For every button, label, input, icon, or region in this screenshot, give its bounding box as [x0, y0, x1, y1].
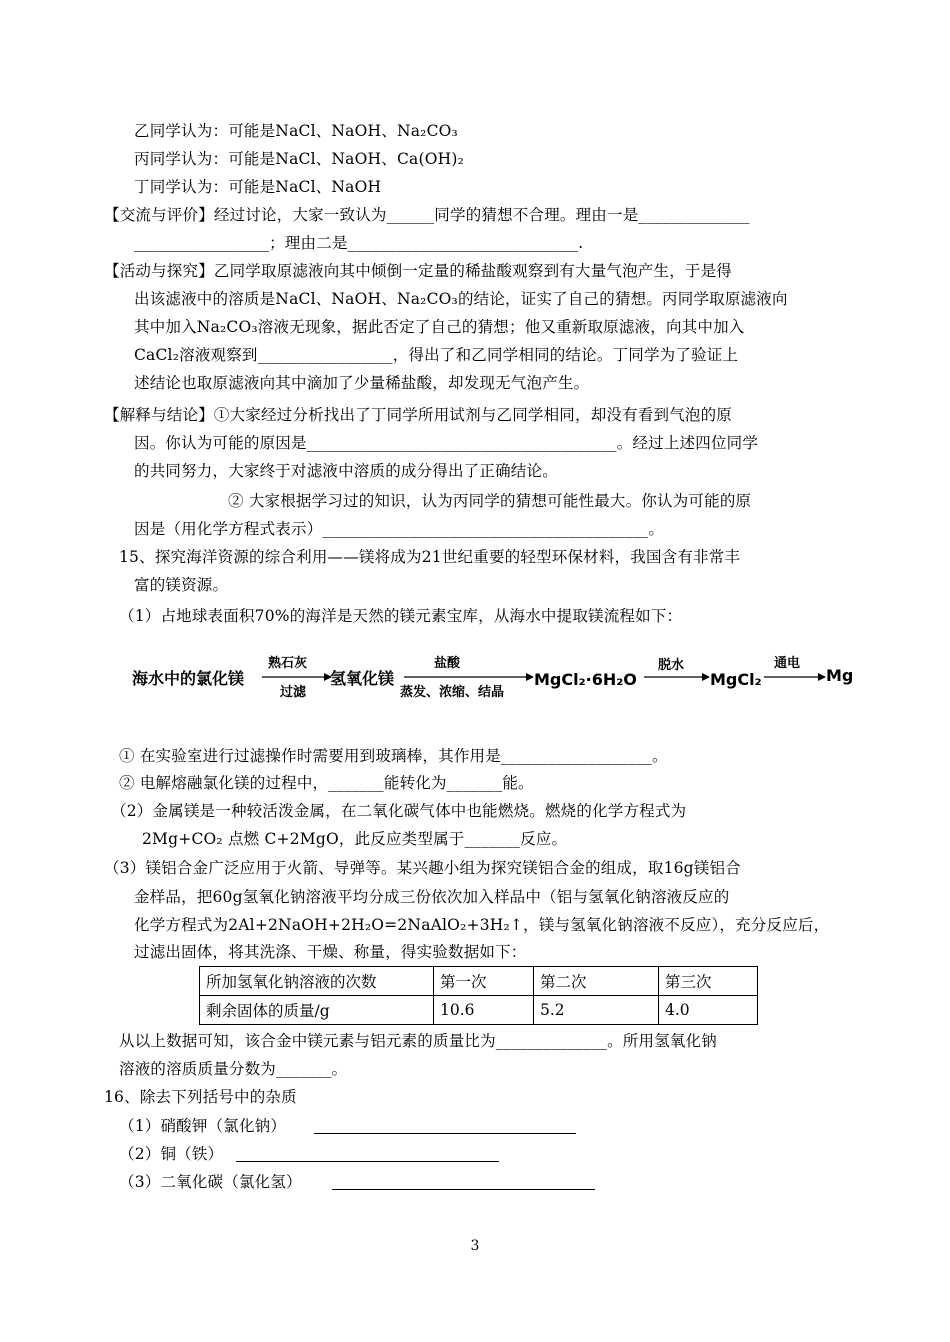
text-line: 丙同学认为：可能是NaCl、NaOH、Ca(OH)₂ — [134, 150, 464, 168]
flow-arrow — [644, 672, 710, 682]
flow-label-top: 熟石灰 — [268, 656, 308, 671]
text-line: （2）铜（铁） — [119, 1145, 224, 1163]
flow-node: Mg — [826, 666, 854, 685]
text-line: （3）镁铝合金广泛应用于火箭、导弹等。某兴趣小组为探究镁铝合金的组成，取16g镁铝合 — [104, 859, 741, 877]
table-header-cell: 第二次 — [534, 967, 659, 996]
answer-line — [314, 1133, 576, 1134]
flow-node: MgCl₂ — [710, 670, 762, 689]
text-line: ① 在实验室进行过滤操作时需要用到玻璃棒，其作用是___________________。 — [119, 747, 668, 765]
text-line: 其中加入Na₂CO₃溶液无现象，据此否定了自己的猜想；他又重新取原滤液，向其中加入 — [134, 318, 745, 336]
table-row-label: 剩余固体的质量/g — [200, 996, 434, 1025]
text-line: （1）占地球表面积70%的海洋是天然的镁元素宝库，从海水中提取镁流程如下： — [119, 607, 683, 625]
flow-label-bottom: 过滤 — [280, 685, 307, 700]
text-line: 溶液的溶质质量分数为_______。 — [119, 1060, 348, 1078]
table-header-cell: 所加氢氧化钠溶液的次数 — [200, 967, 434, 996]
answer-line — [332, 1189, 595, 1190]
text-line: 16、除去下列括号中的杂质 — [104, 1088, 297, 1106]
text-line: 的共同努力，大家终于对滤液中溶质的成分得出了正确结论。 — [134, 462, 558, 480]
flow-node: 氢氧化镁 — [330, 669, 395, 688]
table-cell: 5.2 — [534, 996, 659, 1025]
flow-label-top: 盐酸 — [434, 656, 461, 671]
text-line: 【交流与评价】经过讨论，大家一致认为______同学的猜想不合理。理由一是______________ — [104, 206, 750, 224]
flow-label-bottom: 蒸发、浓缩、结晶 — [400, 685, 505, 700]
table-header-cell: 第一次 — [434, 967, 534, 996]
table-row — [200, 967, 758, 996]
flow-arrow — [764, 672, 826, 682]
data-table — [199, 966, 758, 1025]
text-line: 因是（用化学方程式表示）_________________________________________。 — [134, 520, 665, 538]
text-line: 乙同学认为：可能是NaCl、NaOH、Na₂CO₃ — [134, 122, 458, 140]
text-line: 丁同学认为：可能是NaCl、NaOH — [134, 178, 382, 196]
text-line: 【活动与探究】乙同学取原滤液向其中倾倒一定量的稀盐酸观察到有大量气泡产生，于是得 — [104, 262, 733, 280]
text-line: ② 电解熔融氯化镁的过程中，_______能转化为_______能。 — [119, 774, 534, 792]
text-line: （1）硝酸钾（氯化钠） — [119, 1117, 287, 1135]
text-line: 从以上数据可知，该合金中镁元素与铝元素的质量比为______________。所用氢氧化钠 — [119, 1032, 718, 1050]
flow-diagram — [132, 652, 872, 722]
text-line: 出该滤液中的溶质是NaCl、NaOH、Na₂CO₃的结论，证实了自己的猜想。丙同学取原滤液向 — [134, 290, 788, 308]
text-line: 2Mg+CO₂ 点燃 C+2MgO，此反应类型属于_______反应。 — [142, 830, 568, 848]
table-header-cell: 第三次 — [659, 967, 758, 996]
text-line: 15、探究海洋资源的综合利用——镁将成为21世纪重要的轻型环保材料，我国含有非常丰 — [119, 548, 741, 566]
table-cell: 10.6 — [434, 996, 534, 1025]
flow-node: MgCl₂·6H₂O — [534, 670, 637, 689]
text-line: 富的镁资源。 — [134, 576, 229, 594]
table-cell: 4.0 — [659, 996, 758, 1025]
text-line: 【解释与结论】①大家经过分析找出了丁同学所用试剂与乙同学相同，却没有看到气泡的原 — [104, 406, 733, 424]
text-line: ② 大家根据学习过的知识，认为丙同学的猜想可能性最大。你认为可能的原 — [228, 492, 752, 510]
text-line: 因。你认为可能的原因是_______________________________________。经过上述四位同学 — [134, 434, 759, 452]
flow-node: 海水中的氯化镁 — [132, 669, 245, 688]
page-number: 3 — [470, 1238, 480, 1254]
text-line: _________________；理由二是_____________________________. — [134, 234, 584, 252]
text-line: （3）二氧化碳（氯化氢） — [119, 1173, 302, 1191]
text-line: （2）金属镁是一种较活泼金属，在二氧化碳气体中也能燃烧。燃烧的化学方程式为 — [111, 802, 687, 820]
text-line: CaCl₂溶液观察到_________________，得出了和乙同学相同的结论。丁同学为了验证上 — [134, 346, 739, 364]
text-line: 过滤出固体，将其洗涤、干燥、称量，得实验数据如下： — [134, 943, 527, 961]
flow-label-top: 通电 — [774, 656, 801, 671]
text-line: 化学方程式为2Al+2NaOH+2H₂O=2NaAlO₂+3H₂↑，镁与氢氧化钠溶液不反应），充分反应后， — [134, 916, 830, 934]
text-line: 金样品，把60g氢氧化钠溶液平均分成三份依次加入样品中（铝与氢氧化钠溶液反应的 — [134, 888, 730, 906]
answer-line — [236, 1161, 499, 1162]
table-row — [200, 996, 758, 1025]
text-line: 述结论也取原滤液向其中滴加了少量稀盐酸，却发现无气泡产生。 — [134, 374, 590, 392]
flow-label-top: 脱水 — [658, 658, 685, 673]
